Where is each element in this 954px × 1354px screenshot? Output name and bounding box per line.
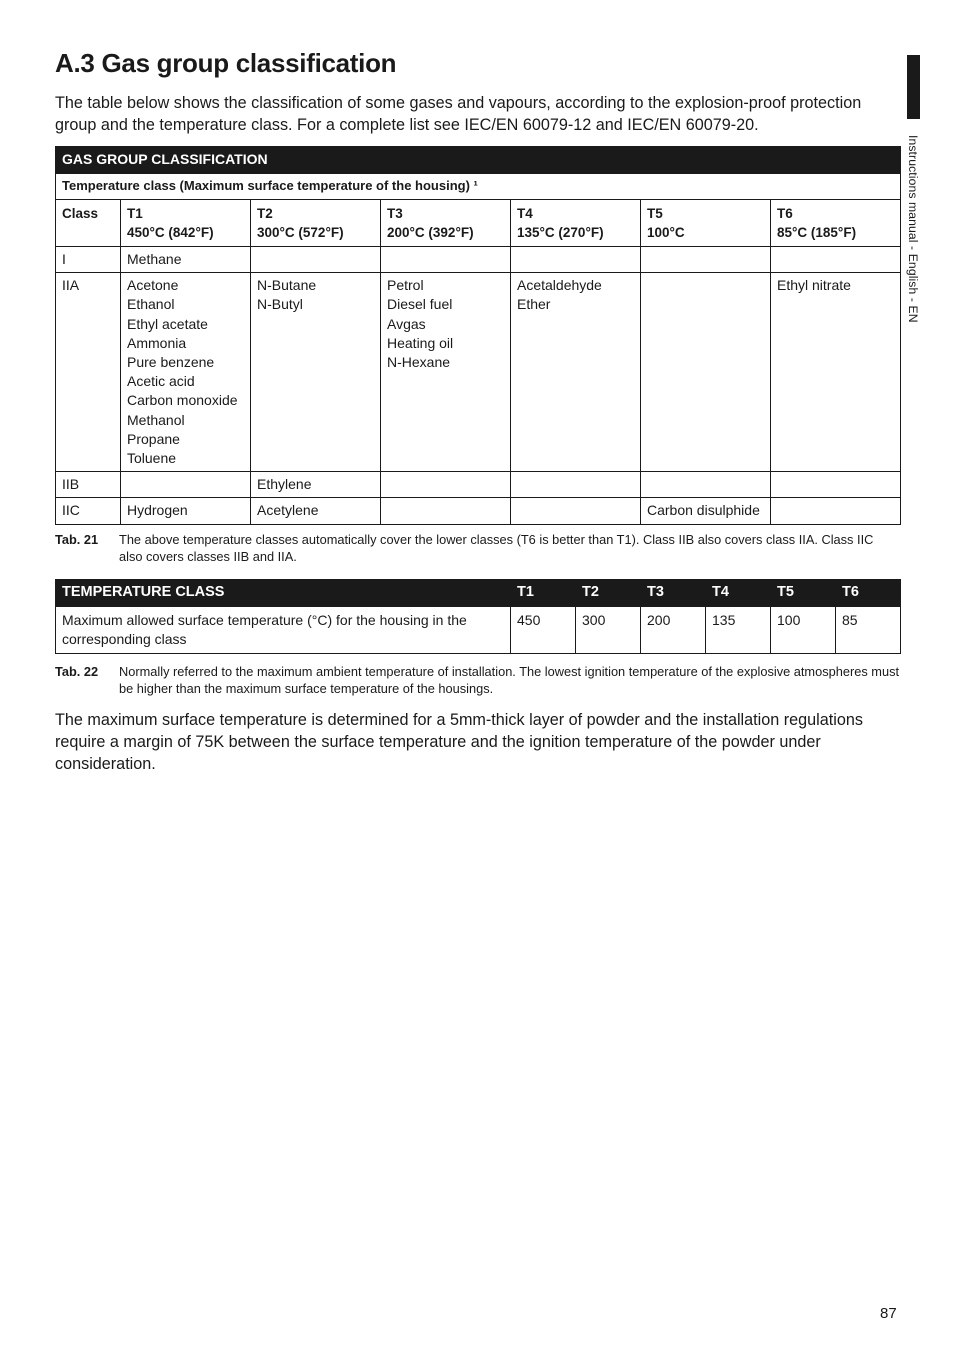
- gas-list-cell: [771, 472, 901, 498]
- gas-name: Diesel fuel: [387, 296, 453, 313]
- table-row: [56, 247, 901, 273]
- caption-text: The above temperature classes automatically cover the lower classes (T6 is better than T1). Class IIB also covers class IIA. Class IIC also covers classes IIB and IIA.: [119, 532, 874, 564]
- gas-list-cell: [641, 247, 771, 273]
- gas-list-cell: [251, 472, 381, 498]
- temp-value-cell: 135: [706, 607, 771, 654]
- table-21-caption: [55, 531, 900, 565]
- column-header-temperature: 450°C (842°F): [127, 225, 214, 240]
- gas-name: N-Butane: [257, 277, 317, 294]
- temp-class-header: T2: [576, 580, 641, 607]
- gas-name: Carbon monoxide: [127, 392, 238, 409]
- gas-table-column-headers: [56, 200, 901, 247]
- gas-list-cell: [121, 273, 251, 472]
- gas-class-cell: IIA: [56, 273, 121, 472]
- column-header-label: T1: [127, 206, 143, 221]
- gas-name: Petrol: [387, 277, 424, 294]
- temp-value-cell: 300: [576, 607, 641, 654]
- gas-list-cell: [641, 472, 771, 498]
- gas-list-cell: [771, 273, 901, 472]
- gas-name: Carbon disulphide: [647, 502, 760, 519]
- gas-name: Acetic acid: [127, 373, 195, 390]
- temp-value-cell: 85: [836, 607, 901, 654]
- temp-class-header: T5: [771, 580, 836, 607]
- temp-value-cell: 450: [511, 607, 576, 654]
- gas-table-subheader: Temperature class (Maximum surface temperature of the housing) ¹: [56, 174, 901, 200]
- table-22-caption: [55, 663, 900, 697]
- gas-class-cell: I: [56, 247, 121, 273]
- gas-column-header: [121, 200, 251, 247]
- gas-column-header: [251, 200, 381, 247]
- temp-value-cell: 100: [771, 607, 836, 654]
- column-header-temperature: 200°C (392°F): [387, 225, 474, 240]
- column-header-temperature: 85°C (185°F): [777, 225, 857, 240]
- gas-list-cell: [511, 498, 641, 524]
- gas-list-cell: [121, 247, 251, 273]
- gas-list-cell: [641, 273, 771, 472]
- gas-name: Pure benzene: [127, 354, 215, 371]
- caption-tag: Tab. 21: [55, 532, 99, 547]
- temp-table-header: TEMPERATURE CLASS: [56, 580, 511, 607]
- gas-name: Ethylene: [257, 476, 312, 493]
- caption-tag: Tab. 22: [55, 664, 99, 679]
- gas-list-cell: [121, 472, 251, 498]
- gas-list-cell: [771, 247, 901, 273]
- gas-name: Propane: [127, 430, 180, 447]
- table-row: [56, 472, 901, 498]
- gas-name: N-Butyl: [257, 296, 303, 313]
- gas-column-header: [56, 200, 121, 247]
- column-header-label: T4: [517, 206, 533, 221]
- gas-name: Ethanol: [127, 296, 175, 313]
- gas-list-cell: [771, 498, 901, 524]
- column-header-label: T3: [387, 206, 403, 221]
- gas-name: Ammonia: [127, 334, 187, 351]
- column-header-label: T5: [647, 206, 663, 221]
- column-header-label: T6: [777, 206, 793, 221]
- gas-list-cell: [381, 472, 511, 498]
- gas-list-cell: [511, 273, 641, 472]
- gas-name: Hydrogen: [127, 502, 188, 519]
- column-header-temperature: 100°C: [647, 225, 685, 240]
- gas-list-cell: [251, 273, 381, 472]
- gas-list-cell: [641, 498, 771, 524]
- gas-list-cell: [251, 498, 381, 524]
- closing-paragraph: The maximum surface temperature is determined for a 5mm-thick layer of powder and the installation regulations require a margin of 75K between the surface temperature and the ignition temperature of the powder under consideration.: [55, 711, 863, 773]
- page-title: A.3 Gas group classification: [55, 48, 397, 78]
- side-label: Instructions manual - English - EN: [906, 135, 920, 323]
- temp-class-header: T3: [641, 580, 706, 607]
- page-number: 87: [880, 1305, 897, 1322]
- gas-name: Ethyl acetate: [127, 315, 208, 332]
- gas-name: Acetaldehyde: [517, 277, 602, 294]
- gas-name: Avgas: [387, 315, 426, 332]
- temperature-class-table: [55, 579, 901, 654]
- gas-name: Methane: [127, 251, 182, 267]
- caption-text: Normally referred to the maximum ambient temperature of installation. The lowest ignition temperature of the explosive atmospheres must be higher than the maximum surface temperature of the housings.: [119, 664, 900, 696]
- temp-value-cell: 200: [641, 607, 706, 654]
- temp-class-header: T6: [836, 580, 901, 607]
- gas-name: Toluene: [127, 450, 177, 467]
- gas-column-header: [771, 200, 901, 247]
- temp-class-header: T1: [511, 580, 576, 607]
- temp-class-header: T4: [706, 580, 771, 607]
- gas-list-cell: [381, 273, 511, 472]
- gas-list-cell: [511, 247, 641, 273]
- table-row: [56, 273, 901, 472]
- temp-table-row-label: Maximum allowed surface temperature (°C) for the housing in the corresponding class: [56, 607, 511, 654]
- gas-column-header: [381, 200, 511, 247]
- column-header-label: T2: [257, 206, 273, 221]
- gas-column-header: [511, 200, 641, 247]
- gas-list-cell: [251, 247, 381, 273]
- gas-name: Ether: [517, 296, 551, 313]
- gas-column-header: [641, 200, 771, 247]
- column-header-temperature: 300°C (572°F): [257, 225, 344, 240]
- gas-class-cell: IIC: [56, 498, 121, 524]
- column-header-label: Class: [62, 206, 99, 221]
- gas-list-cell: [121, 498, 251, 524]
- gas-name: Acetylene: [257, 502, 319, 519]
- intro-paragraph: The table below shows the classification of some gases and vapours, according to the explosion-proof protection group and the temperature class. For a complete list see IEC/EN 60079-12 and IEC/EN 60079-20.: [55, 94, 862, 134]
- gas-name: Methanol: [127, 411, 185, 428]
- table-row: [56, 498, 901, 524]
- gas-class-cell: IIB: [56, 472, 121, 498]
- side-tab-marker: [907, 55, 920, 119]
- gas-name: Ethyl nitrate: [777, 277, 851, 294]
- gas-name: Acetone: [127, 277, 179, 294]
- gas-table-header: GAS GROUP CLASSIFICATION: [56, 147, 901, 174]
- column-header-temperature: 135°C (270°F): [517, 225, 604, 240]
- gas-list-cell: [511, 472, 641, 498]
- gas-name: N-Hexane: [387, 354, 451, 371]
- gas-group-table: [55, 146, 901, 525]
- gas-list-cell: [381, 247, 511, 273]
- gas-list-cell: [381, 498, 511, 524]
- gas-name: Heating oil: [387, 334, 454, 351]
